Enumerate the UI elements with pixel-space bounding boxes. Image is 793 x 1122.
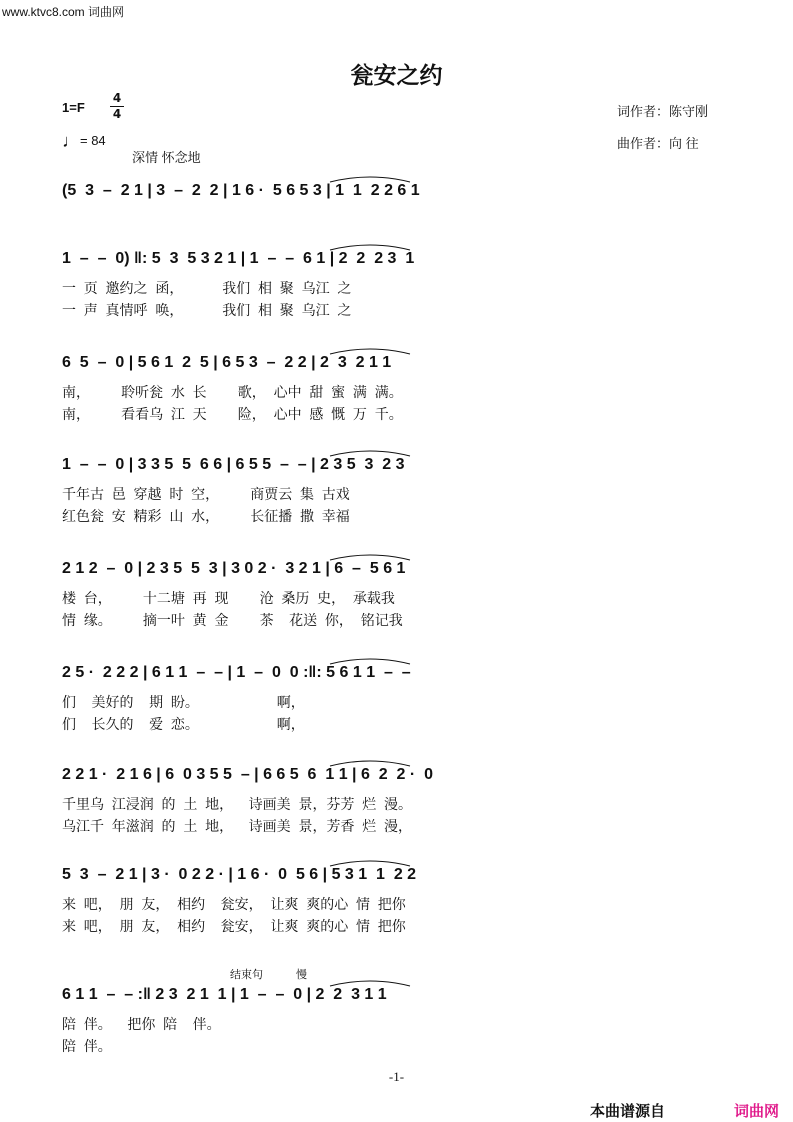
notation-line: 1 – – 0) ‖: 5 3 5 3 2 1 | 1 – – 6 1 | 2 2 2 3 1 [62,250,415,267]
notation-line: 6 1 1 – – :‖ 2 3 2 1 1 | 1 – – 0 | 2 2 3 1 1 [62,986,387,1003]
lyrics-verse-2: 红色瓮 安 精彩 山 水， 长征播 撒 幸福 [62,508,350,524]
lyrics-verse-1: 一 页 邀约之 函， 我们 相 聚 乌江 之 [62,280,352,296]
tempo-mark [62,131,106,151]
notation-line: 2 2 1 · 2 1 6 | 6 0 3 5 5 – | 6 6 5 6 1 1 | 6 2 2 · 0 [62,766,433,783]
slur-marks [0,246,793,276]
composer-credit: 曲作者：向 往 [617,136,699,151]
slur [330,761,410,766]
notation-line: (5 3 – 2 1 | 3 – 2 2 | 1 6 · 5 6 5 3 | 1 1 2 2 6 1 [62,182,420,199]
lyrics-verse-2: 一 声 真情呼 唤， 我们 相 聚 乌江 之 [62,302,352,318]
slur [330,981,410,986]
page-number: -1- [388,1069,405,1084]
site-url: www.ktvc8.com 词曲网 [2,5,125,19]
score-system [0,350,793,460]
lyrics-verse-2: 来 吧， 朋 友， 相约 瓮安， 让爽 爽的心 情 把你 [62,918,406,934]
slur [330,349,410,354]
score-system [0,246,793,356]
slur-marks [0,660,793,690]
slur [330,861,410,866]
score-system [0,762,793,872]
lyrics-verse-1: 楼 台， 十二塘 再 现 沧 桑历 史， 承载我 [62,590,395,606]
lyrics-verse-2: 情 缘。 摘一叶 黄 金 茶 花送 你， 铭记我 [62,612,403,628]
slur [330,451,410,456]
slur [330,555,410,560]
time-signature-bottom: 4 [112,107,122,121]
slur [330,177,410,182]
lyrics-verse-1: 来 吧， 朋 友， 相约 瓮安， 让爽 爽的心 情 把你 [62,896,406,912]
slur-marks [0,350,793,380]
slur-marks [0,762,793,792]
source-label: 本曲谱源自 [589,1103,665,1120]
tempo-value: = 84 [80,133,106,148]
lyrics-verse-2: 乌江千 年滋润 的 土 地， 诗画美 景，芳香 烂 漫， [62,818,413,834]
quarter-note-icon: ♩ [62,131,80,151]
lyrics-verse-2: 陪 伴。 [62,1038,112,1054]
lyrics-verse-1: 千年古 邑 穿越 时 空， 商贾云 集 古戏 [62,486,350,502]
slur [330,659,410,664]
slur-marks [0,452,793,482]
lyricist-credit: 词作者：陈守刚 [617,104,709,119]
lyrics-verse-1: 陪 伴。 把你 陪 伴。 [62,1016,221,1032]
lyrics-verse-1: 南， 聆听瓮 水 长 歌， 心中 甜 蜜 满 满。 [62,384,403,400]
lyrics-verse-2: 南， 看看乌 江 天 险， 心中 感 慨 万 千。 [62,406,403,422]
slur-marks [0,982,793,1012]
score-system [0,452,793,562]
score-system [0,556,793,666]
time-signature-top: 4 [112,91,122,105]
source-site-logo: 词曲网 [733,1103,779,1120]
notation-line: 6 5 – 0 | 5 6 1 2 5 | 6 5 3 – 2 2 | 2 3 2 1 1 [62,354,392,371]
lyrics-verse-1: 们 美好的 期 盼。 啊， [62,694,305,710]
ending-label: 结束句 [230,969,263,981]
score-system [0,660,793,770]
key-signature: 1=F [62,100,85,115]
slow-label: 慢 [296,969,307,981]
slur-marks [0,862,793,892]
notation-line: 2 5 · 2 2 2 | 6 1 1 – – | 1 – 0 0 :‖: 5 6 1 1 – – [62,664,411,681]
notation-line: 5 3 – 2 1 | 3 · 0 2 2 · | 1 6 · 0 5 6 | 5 3 1 1 2 2 [62,866,417,883]
song-title: 瓮安之约 [350,63,443,89]
expression-mark: 深情 怀念地 [132,150,201,165]
score-system [0,862,793,972]
notation-line: 1 – – 0 | 3 3 5 5 6 6 | 6 5 5 – – | 2 3 5 3 2 3 [62,456,405,473]
slur-marks [0,178,793,208]
slur [330,245,410,250]
time-signature [110,92,124,121]
notation-line: 2 1 2 – 0 | 2 3 5 5 3 | 3 0 2 · 3 2 1 | 6 – 5 6 1 [62,560,406,577]
slur-marks [0,556,793,586]
lyrics-verse-1: 千里乌 江浸润 的 土 地， 诗画美 景，芬芳 烂 漫。 [62,796,413,812]
lyrics-verse-2: 们 长久的 爱 恋。 啊， [62,716,305,732]
